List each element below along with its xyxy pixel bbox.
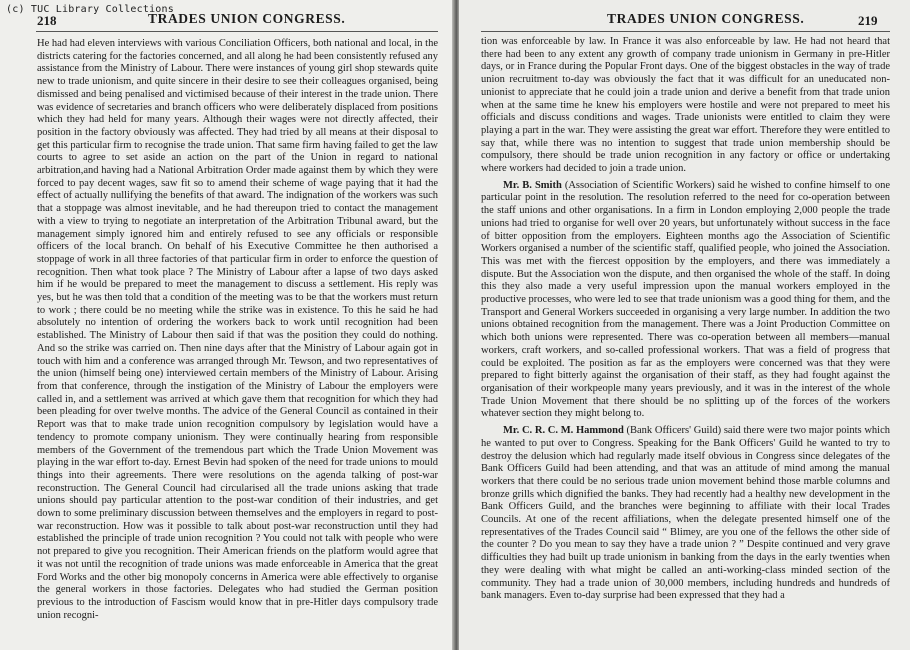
- library-watermark: (c) TUC Library Collections: [6, 4, 174, 15]
- paragraph-text: (Bank Officers' Guild) said there were two major points which he wanted to put over to Congress. Speaking for the Bank Officers' Guild he wanted to try to destroy the delusion which had regularly made itself obvious in Congress since delegates of the Bank Officers Guild had been attending, and that was an attitude of mind among the manual workers that there could be no serious trade union movement behind those marble columns and bronze grills which dignified the banks. They had recently had a healthy new development in the Bank Officers Guild, and the branches were beginning to affiliate with their local Trades Councils. At one of the recent affiliations, when the delegate presented himself one of the representatives of the Trades Council said “ Blimey, are you one of the fellows the other side of the counter ? Do you mean to say they have a trade union ? ” Despite continued and very grave difficulties they had built up trade unionism in banking from the days in the early twenties when they were dealing with what might be called an anti-working-class minded section of the community. They had a trade union of 30,000 members, including hundreds and hundreds of bank managers. Even to-day surprise had been expressed that they had a: [481, 425, 891, 602]
- paragraph-text: (Association of Scientific Workers) said he wished to confine himself to one particular point in the resolution. The resolution referred to the need for co-operation between the staff unions and other organisations. In a firm in London employing 2,000 people the trade unions had tried to organise for well over 20 years, but unfortunately without success in the face of bitter opposition from the employers. Eighteen months ago the Association of Scientific Workers organised a number of the scientific staff, qualified people, who joined the Association. This was met with the fiercest opposition by the employers, and there was immediately a dispute. But the Association won the dispute, and then organised the whole of the staff. In doing this they also made a very useful impression upon the manual workers employed in the productive processes, who were led to see that trade unionism was a good thing for them, and the Transport and General Workers succeeded in organising a very large number. In addition the two unions obtained recognition from the management. There was a Joint Production Committee on which both unions were represented. There was co-operation between all members—manual workers, craft workers, and so-called professional workers. That was a field of progress that could be exploited. The position as far as the employers were concerned was that they were prepared to fight bitterly against the organisation of their staff, as they had fought against the organisation of their workpeople many years previously, and it was in the interest of the whole Trade Union Movement that there should be no splitting up of the forces of the workers whatever section they might belong to.: [481, 179, 891, 420]
- right-paragraph-hammond: [481, 425, 890, 603]
- left-running-head: TRADES UNION CONGRESS.: [148, 11, 346, 26]
- right-page-body: [481, 36, 890, 603]
- right-running-head: TRADES UNION CONGRESS.: [607, 11, 805, 26]
- left-paragraph: He had had eleven interviews with various Conciliation Officers, both national and local, in the districts catering for the factories concerned, and all along he had been consistently refused any assistance from the Ministry of Labour. There were instances of young girl shop stewards quite new to trade unionism, and quite sincere in their desire to see their colleagues organised, being dismissed and being penalised and victimised because of their interest in the trade union. There was evidence of secretaries and branch officers who were deliberately displaced from positions which they had held for many years. Although their wages were not directly affected, their position in the factory obviously was affected. They had tried by all means at their disposal to get this particular firm to recognise the trade union. That same firm having failed to get the law courts to agree to set aside an action on the part of the Union in regard to national arbitration,and having had a National Arbitration Order made against them by which they were forced to pay decent wages, saw fit so to amend their scheme of wage paying that it had the effect of actually nullifying the benefits of that award. The indignation of the workers was such that a stoppage was almost inevitable, and he had thereupon tried to contact the management with a view to trying to negotiate an interpretation of the Arbitration Tribunal award, but the management simply ignored him and entirely refused to see any officials or responsible officers of the local branch. On behalf of his Executive Committee he then authorised a stoppage of work in all three factories of that particular firm in order to enforce the question of recognition. Then what took place ? The Ministry of Labour after a lapse of two days asked him if he would be prepared to meet the management to discuss a settlement. His reply was yes, but he was then told that a condition of the meeting was to be that the workers must return to work ; there could be no meeting while the strike was in existence. To this he said he had absolutely no intention of ordering the workers back to work until recognition had been established. The Ministry of Labour then said if that was the position they could do nothing. And so the strike was carried on. Then nine days after that the Ministry of Labour again got in touch with him and a conference was arranged through Mr. Tewson, and two representatives of the union (himself being one) interviewed certain members of the Ministry of Labour. Arising from that conference, through the instigation of the Ministry of Labour the employers were called in, and a settlement was arrived at which gave them that recognition for which they had been pleading for over twelve months. The advice of the General Council as contained in their Report was that to make trade union recognition compulsory by legislation would have a tendency to promote company unionism. They were continually hearing from responsible members of the Government of the tremendous part which the Trade Union Movement was playing in the war effort to-day. Ernest Bevin had spoken of the need for trade unions to mould things into their agreements. There were resolutions on the agenda talking of post-war reconstruction. The General Council had circularised all the trade unions asking that trade unions should pay particular attention to the post-war condition of their industries, and get down to some preliminary discussion between themselves and the employers in regard to post-war reconstruction. How was it possible to talk about post-war reconstruction until they had established the principle of trade union recognition ? You could not talk with people who were not prepared to give you recognition. Their American friends on the platform would agree that it was not until the recognition of trade unions was made enforceable in America that the great Ford Works and the other big monopoly concerns in America were able effectively to organise the general workers in those factories. Delegates who had studied the German position previous to the introduction of Fascism would know that in pre-Hitler days compulsory trade union recogni-: [37, 38, 438, 621]
- left-page-number: 218: [37, 13, 57, 28]
- right-header-rule: [481, 31, 890, 32]
- right-paragraph-continuation: [481, 36, 890, 176]
- left-header-rule: [36, 31, 438, 32]
- speaker-name: Mr. C. R. C. M. Hammond: [503, 425, 624, 437]
- speaker-name: Mr. B. Smith: [503, 179, 562, 191]
- right-page-number: 219: [858, 13, 878, 28]
- paragraph-text: tion was enforceable by law. In France it was also enforceable by law. He had not heard that there had been to any extent any growth of company trade unionism in Germany in pre-Hitler days, or in France during the Popular Front days. One of the biggest obstacles in the way of trade union recruitment to-day was obviously the fact that it was difficult for an uneducated non-unionist to appreciate that he could join a trade union and derive a benefit from that trade union when at the same time he knew his employers were hostile and were not prepared to meet his officials and discuss conditions and wages. Trade unionists were entitled to claim they were playing a part in the war. They were assisting the great war effort. Therefore they were entitled to say that, while there was no intention to suggest that trade union membership should be compulsory, there should be trade union recognition in any factory or office or undertaking where workers had decided to join a trade union.: [481, 36, 890, 175]
- left-page-body: [37, 38, 438, 622]
- left-page: [0, 0, 453, 650]
- right-page: [459, 0, 910, 650]
- right-paragraph-smith: [481, 180, 890, 421]
